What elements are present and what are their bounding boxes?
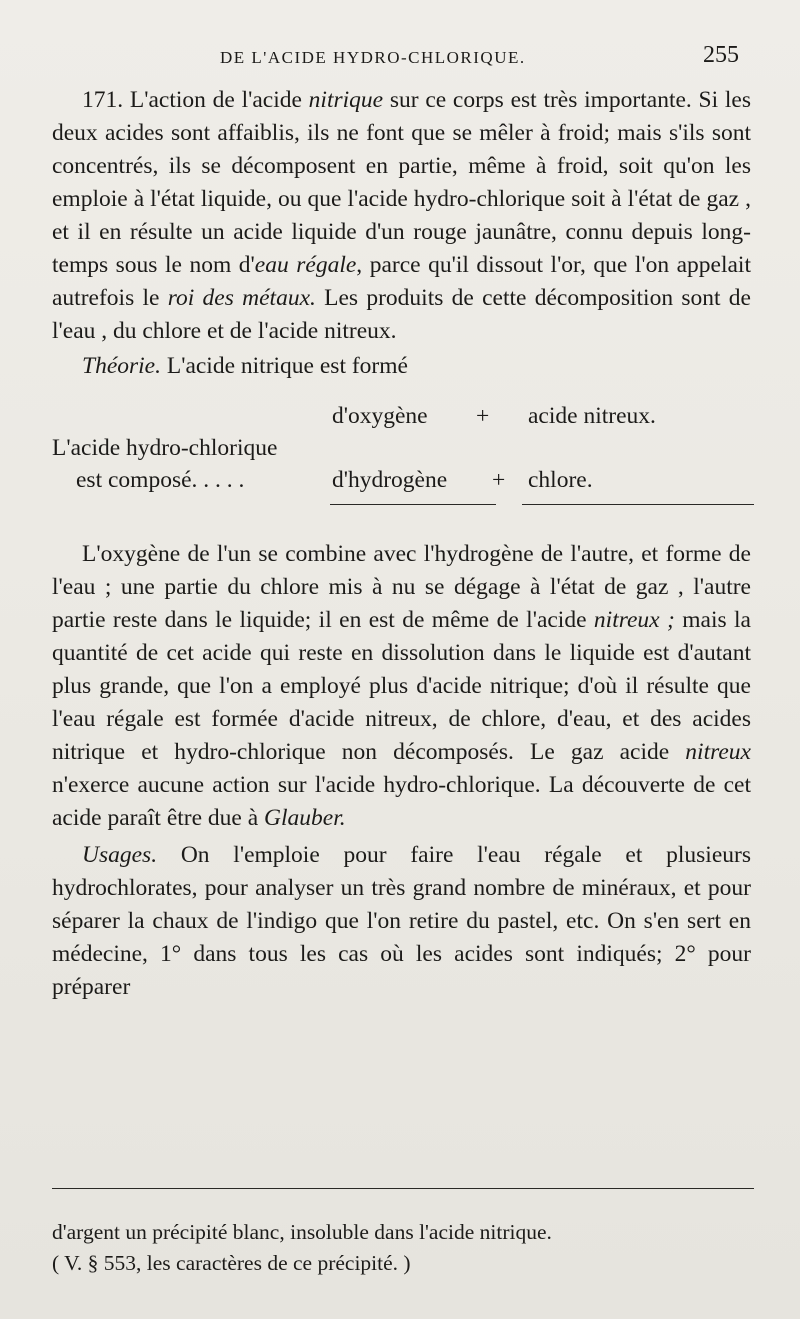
- page-body: [52, 84, 751, 1004]
- paragraph-usages: [52, 839, 751, 1004]
- italic-term: nitreux: [685, 739, 751, 765]
- text-run: On l'emploie pour faire l'eau régale et plusieurs hydrochlorates, pour analyser un très grand nombre de minéraux, et pour séparer la chaux de l'indigo que l'on retire du pastel, etc. On s'en sert en médecine, 1° dans tous les cas où les acides sont indiqués; 2° pour préparer: [52, 842, 751, 1000]
- italic-term: eau régale: [254, 252, 357, 278]
- footnote-line-2: ( V. § 553, les caractères de ce précipité. ): [52, 1251, 411, 1275]
- usages-label: Usages.: [82, 842, 158, 868]
- text-run: L'oxygène de l'un se combine avec l'hydrogène de l'autre, et forme de l'eau ; une partie du chlore mis à nu se dégage à l'état de gaz , l'autre partie reste dans le liquide; il en est de même de l'acide: [52, 541, 751, 633]
- hcl-rest: chlore.: [528, 467, 593, 493]
- footnote: [52, 1217, 752, 1279]
- hcl-line-1: L'acide hydro-chlorique: [52, 435, 278, 461]
- italic-term: nitrique: [308, 87, 384, 113]
- scheme-rule-right: [522, 504, 754, 505]
- page-number: 255: [703, 42, 739, 68]
- page-header: [0, 40, 800, 80]
- hcl-hydrogen: d'hydrogène: [332, 467, 448, 493]
- theory-label: Théorie.: [82, 353, 161, 379]
- text-run: Les produits de cette décomposition sont de l'eau , du chlore et de l'acide nitreux.: [52, 285, 751, 344]
- footnote-rule: [52, 1188, 754, 1189]
- text-run: n'exerce aucune action sur l'acide hydro-chlorique. La découverte de cet acide paraît être due à: [52, 772, 751, 831]
- italic-term: nitreux ;: [593, 607, 675, 633]
- running-title: DE L'ACIDE HYDRO-CHLORIQUE.: [220, 48, 526, 67]
- plus-sign: +: [476, 403, 490, 429]
- nitric-oxygen: d'oxygène: [332, 403, 428, 429]
- paragraph-171: [52, 84, 751, 348]
- plus-sign: +: [492, 467, 506, 493]
- hcl-line-2: est composé. . . . .: [76, 467, 245, 493]
- text-run: sur ce corps est très importante. Si les deux acides sont affaiblis, ils ne font que se mêler à froid; mais s'ils sont concentrés, ils se décomposent en partie, même à froid, soit qu'on les emploie à l'état liquide, ou que l'acide hydro-chlorique soit à l'état de gaz , et il en résulte un acide liquide d'un rouge jaunâtre, connu depuis long-temps sous le nom d': [52, 87, 752, 278]
- italic-term: Glauber.: [264, 805, 346, 831]
- theory-scheme: [52, 348, 751, 538]
- italic-term: roi des métaux.: [167, 285, 316, 311]
- text-run: L'action de l'acide: [129, 87, 309, 113]
- nitric-rest: acide nitreux.: [528, 403, 656, 429]
- text-run: , parce qu'il dissout l'or, que l'on appelait autrefois le: [52, 252, 751, 311]
- paragraph-reaction: [52, 538, 751, 835]
- footnote-line-1: d'argent un précipité blanc, insoluble dans l'acide nitrique.: [52, 1220, 552, 1244]
- theory-line-1: [82, 350, 408, 383]
- scheme-rule-left: [330, 504, 496, 505]
- theory-intro: L'acide nitrique est formé: [166, 353, 408, 379]
- text-run: mais la quantité de cet acide qui reste en dissolution dans le liquide est d'autant plus grande, que l'on a employé plus d'acide nitrique; d'où il résulte que l'eau régale est formée d'acide nitreux, de chlore, d'eau, et des acides nitrique et hydro-chlorique non décomposés. Le gaz acide: [52, 607, 751, 765]
- paragraph-number: 171.: [82, 87, 124, 113]
